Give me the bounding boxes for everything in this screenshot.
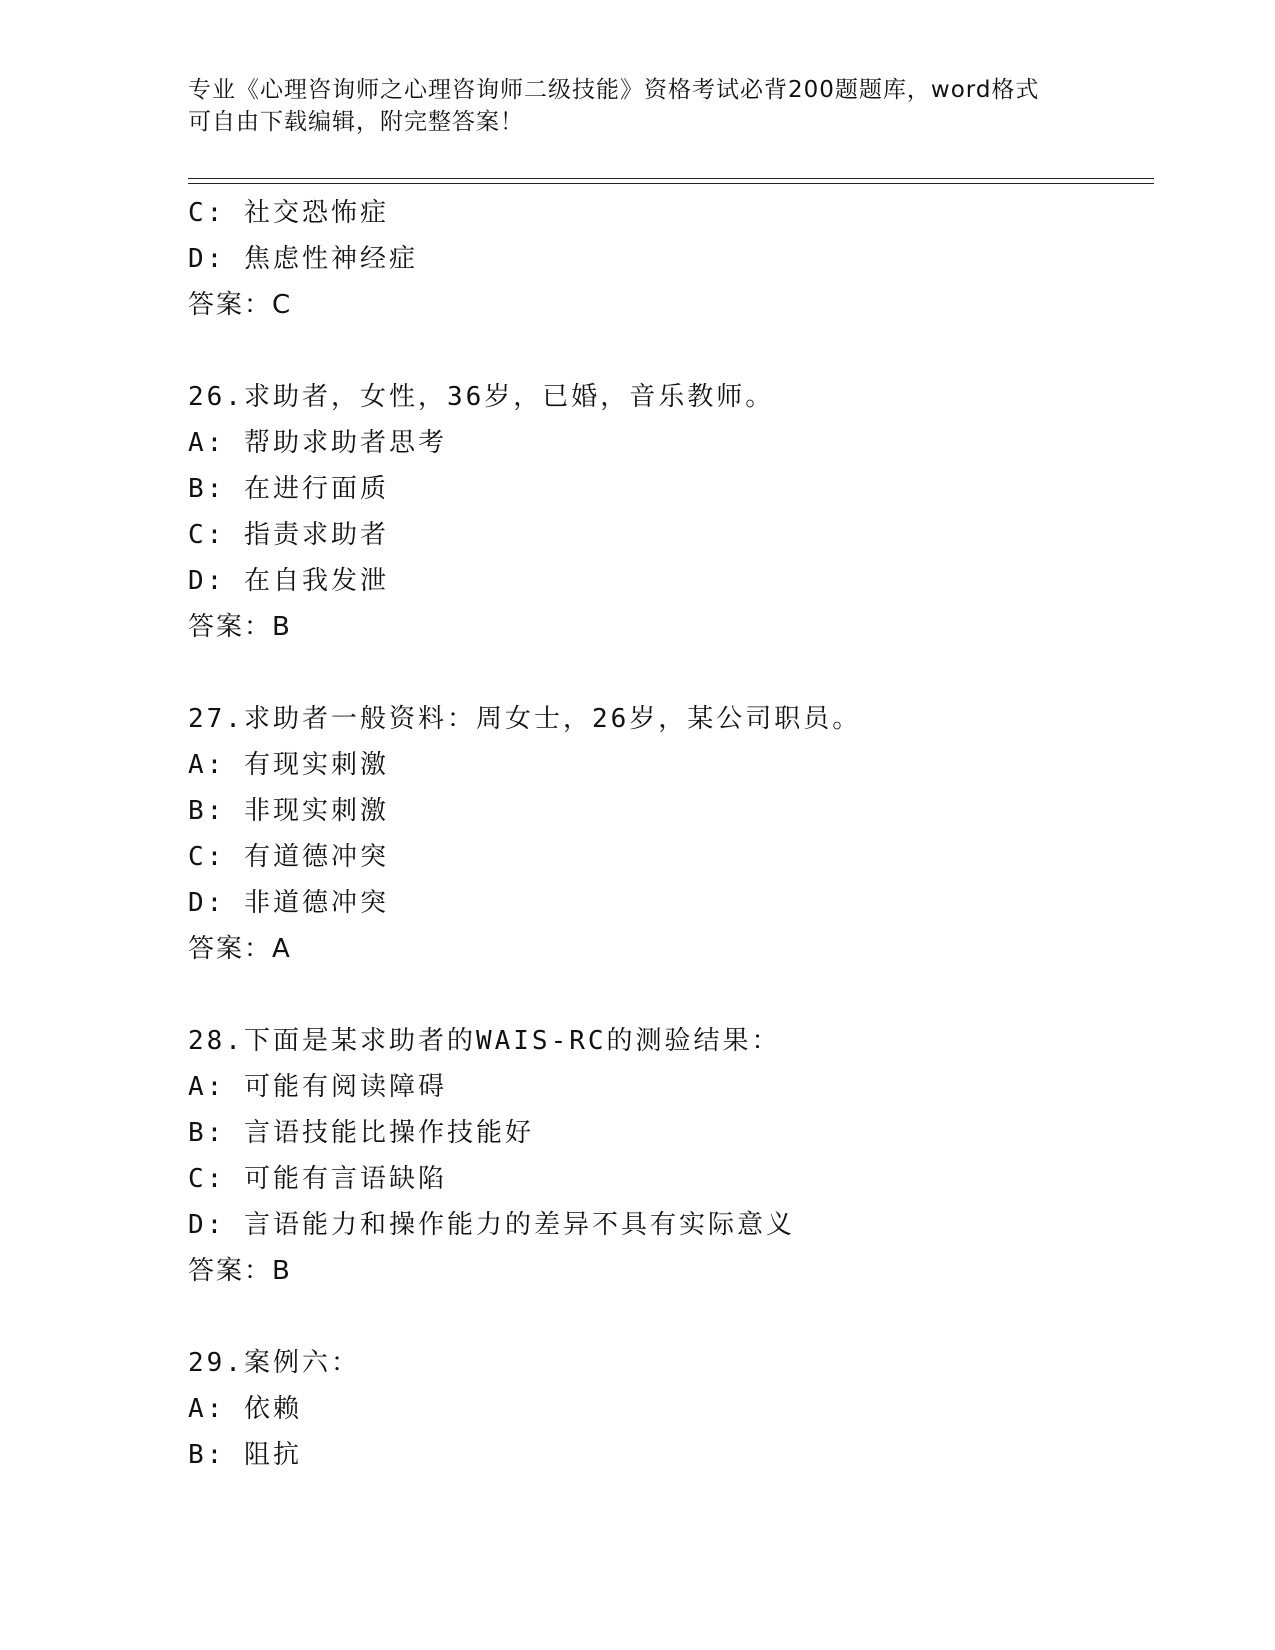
option-a: A: 有现实刺激 [188, 750, 389, 780]
option-d: D: 焦虑性神经症 [188, 244, 418, 274]
question-27 [188, 696, 1154, 972]
option-c: C: 有道德冲突 [188, 842, 389, 872]
header-divider-bottom [188, 183, 1154, 184]
option-b: B: 在进行面质 [188, 474, 389, 504]
answer-line: 答案：C [188, 290, 293, 320]
option-c: C: 可能有言语缺陷 [188, 1164, 447, 1194]
option-d: D: 在自我发泄 [188, 566, 389, 596]
option-a: A: 帮助求助者思考 [188, 428, 447, 458]
question-text: 29.案例六： [188, 1348, 360, 1378]
question-text: 27.求助者一般资料：周女士，26岁，某公司职员。 [188, 704, 862, 734]
option-b: B: 非现实刺激 [188, 796, 389, 826]
option-b: B: 阻抗 [188, 1440, 302, 1470]
option-d: D: 言语能力和操作能力的差异不具有实际意义 [188, 1210, 795, 1240]
question-25 [188, 190, 1154, 328]
spacer [188, 972, 1154, 1018]
spacer [188, 328, 1154, 374]
header-title-line-2: 可自由下载编辑，附完整答案！ [188, 109, 524, 135]
question-text: 28.下面是某求助者的WAIS-RC的测验结果： [188, 1026, 781, 1056]
spacer [188, 1294, 1154, 1340]
option-c: C: 指责求助者 [188, 520, 389, 550]
option-b: B: 言语技能比操作技能好 [188, 1118, 534, 1148]
header-title-line-1: 专业《心理咨询师之心理咨询师二级技能》资格考试必背200题题库，word格式 [188, 77, 1040, 103]
option-c: C: 社交恐怖症 [188, 198, 389, 228]
question-text: 26.求助者，女性，36岁，已婚，音乐教师。 [188, 382, 775, 412]
answer-line: 答案：B [188, 612, 292, 642]
question-28 [188, 1018, 1154, 1294]
answer-line: 答案：A [188, 934, 292, 964]
option-a: A: 可能有阅读障碍 [188, 1072, 447, 1102]
option-a: A: 依赖 [188, 1394, 302, 1424]
question-26 [188, 374, 1154, 650]
header-divider-top [188, 178, 1154, 179]
answer-line: 答案：B [188, 1256, 292, 1286]
question-29 [188, 1340, 1154, 1478]
question-list [188, 190, 1154, 1478]
document-header [188, 74, 1088, 138]
spacer [188, 650, 1154, 696]
option-d: D: 非道德冲突 [188, 888, 389, 918]
